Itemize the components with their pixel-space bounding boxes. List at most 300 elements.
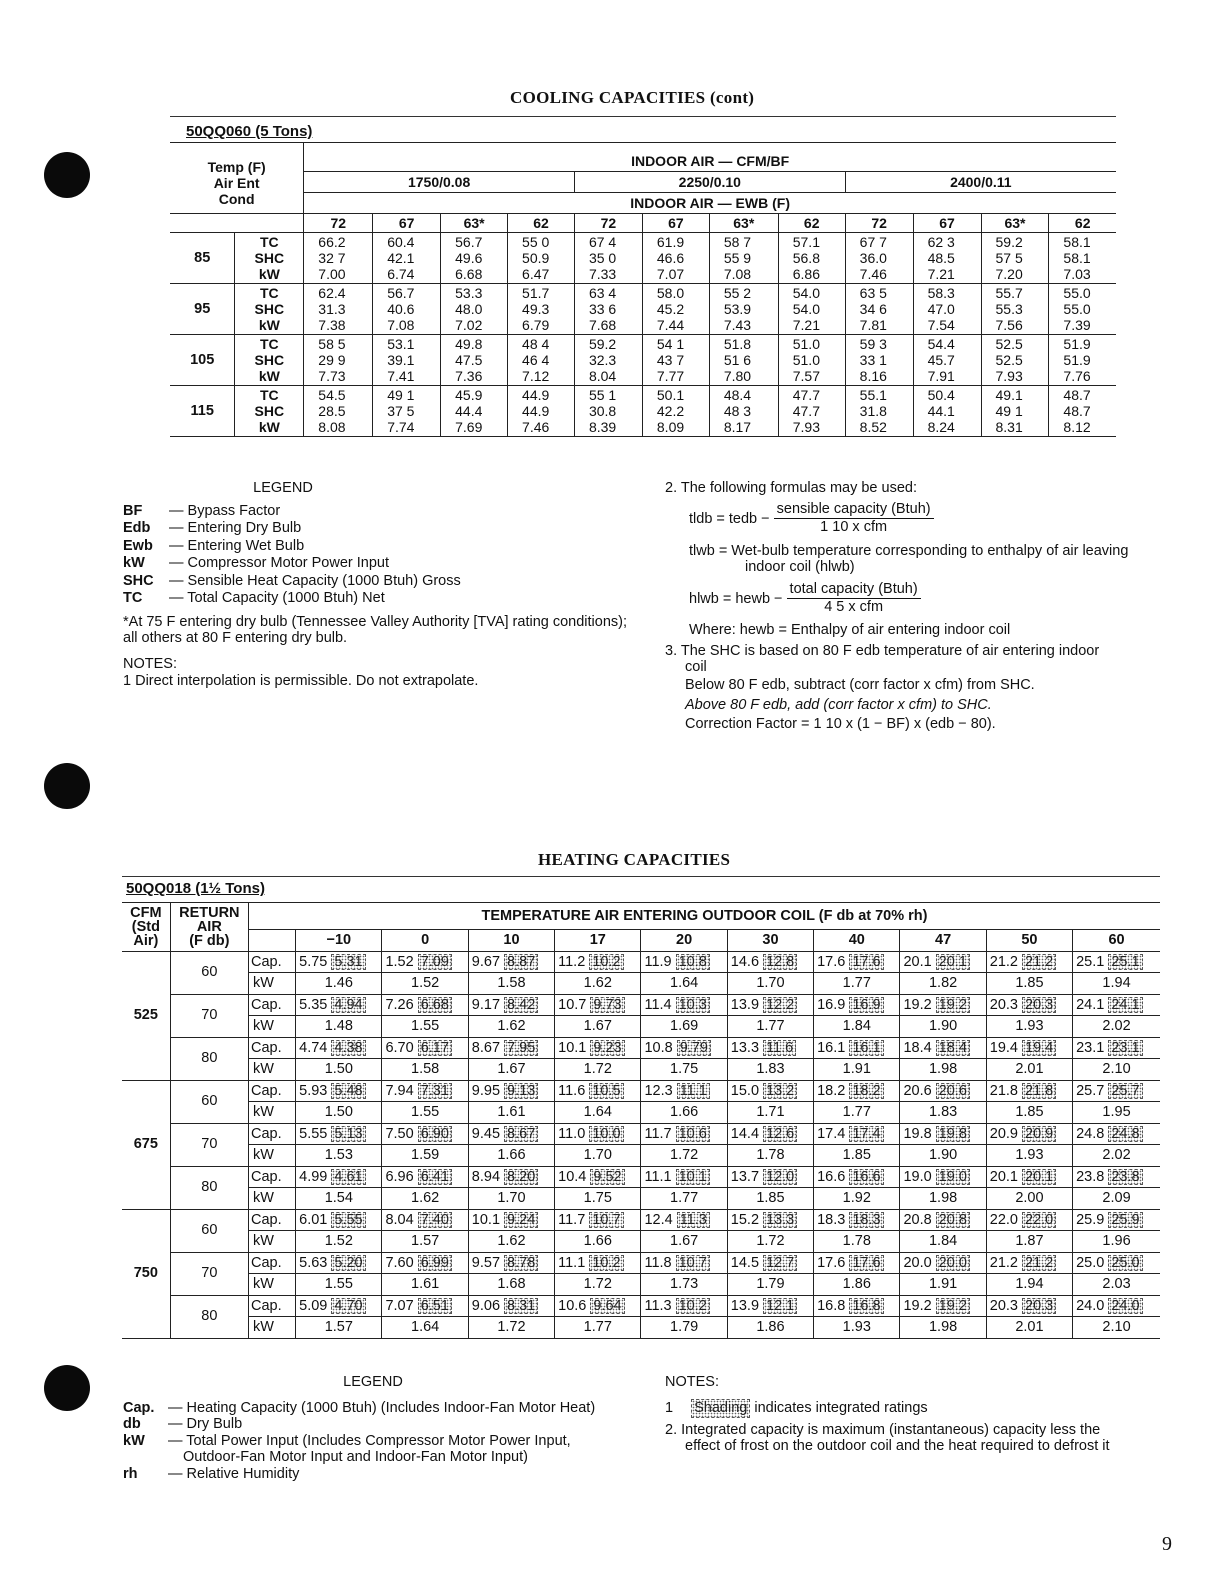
cap-cell <box>468 951 554 973</box>
max-capacity: 7.26 <box>385 996 414 1013</box>
kw-cell: 1.57 <box>382 1231 468 1253</box>
cap-cell <box>1073 994 1160 1016</box>
max-capacity: 9.06 <box>471 1297 501 1314</box>
kw-cell: 1.62 <box>555 973 641 995</box>
max-capacity: 20.3 <box>989 996 1018 1013</box>
max-capacity: 10.6 <box>558 1297 587 1314</box>
formula-2-line-2: indoor coil (hlwb) <box>745 558 855 575</box>
cooling-cell <box>304 386 373 437</box>
cooling-tc-value: 66.2 <box>318 234 346 250</box>
max-capacity: 11.7 <box>644 1125 672 1142</box>
max-capacity: 5.55 <box>299 1125 328 1142</box>
integrated-capacity: 9.23 <box>590 1040 624 1057</box>
integrated-capacity: 8.67 <box>504 1126 538 1143</box>
cooling-kw-value: 7.00 <box>318 266 346 282</box>
metric-label: kW <box>258 368 280 384</box>
integrated-capacity: 5.48 <box>331 1083 365 1100</box>
integrated-capacity: 6.51 <box>418 1298 452 1315</box>
integrated-capacity: 12.1 <box>763 1298 797 1315</box>
cooling-tc-value: 48.4 <box>723 387 752 403</box>
cap-cell <box>1073 1209 1160 1231</box>
integrated-capacity: 11.6 <box>763 1040 796 1057</box>
cooling-cell <box>373 386 441 437</box>
cooling-cell <box>642 284 709 335</box>
max-capacity: 14.5 <box>730 1254 760 1271</box>
cooling-tc-value: 58 5 <box>318 336 346 352</box>
cooling-kw-value: 7.77 <box>656 368 685 384</box>
cooling-tc-value: 54.4 <box>927 336 955 352</box>
return-air-value: 70 <box>170 994 248 1037</box>
kw-cell: 2.02 <box>1073 1145 1160 1167</box>
cooling-cell <box>1049 284 1116 335</box>
cooling-tc-value: 54 1 <box>656 336 685 352</box>
cooling-kw-value: 7.07 <box>656 266 685 282</box>
heating-kw-row <box>122 1317 1160 1339</box>
cooling-kw-value: 7.74 <box>387 419 415 435</box>
kw-cell: 2.10 <box>1073 1317 1160 1339</box>
kw-cell: 1.82 <box>900 973 986 995</box>
ewb-header: INDOOR AIR — EWB (F) <box>304 193 1116 214</box>
kw-cell: 1.70 <box>468 1188 554 1210</box>
kw-cell: 1.85 <box>814 1145 900 1167</box>
cap-cell <box>296 1123 382 1145</box>
cap-cell <box>555 1123 641 1145</box>
integrated-capacity: 6.90 <box>418 1126 452 1143</box>
outdoor-temp-row <box>122 930 1160 952</box>
kw-cell: 1.78 <box>814 1231 900 1253</box>
cap-cell <box>900 994 986 1016</box>
kw-label: kW <box>248 1317 295 1339</box>
cap-cell <box>296 951 382 973</box>
max-capacity: 16.1 <box>817 1039 846 1056</box>
kw-cell: 1.78 <box>727 1145 813 1167</box>
cooling-kw-value: 7.08 <box>723 266 752 282</box>
cooling-cell <box>1049 233 1116 284</box>
cap-cell <box>382 1166 468 1188</box>
cooling-tc-value: 51.0 <box>792 336 820 352</box>
max-capacity: 14.4 <box>730 1125 760 1142</box>
kw-label: kW <box>248 1231 295 1253</box>
heating-legend <box>123 1374 623 1482</box>
cooling-cell <box>574 386 642 437</box>
cooling-shc-value: 44.4 <box>455 403 483 419</box>
integrated-capacity: 25.0 <box>1108 1255 1142 1272</box>
cooling-cell <box>845 284 913 335</box>
cap-label: Cap. <box>248 994 295 1016</box>
cap-label: Cap. <box>248 1080 295 1102</box>
cap-cell <box>382 1209 468 1231</box>
max-capacity: 10.1 <box>471 1211 501 1228</box>
outdoor-temp-col: 17 <box>555 930 641 952</box>
heating-notes-title: NOTES: <box>665 1374 719 1390</box>
max-capacity: 12.3 <box>644 1082 673 1099</box>
cap-cell <box>382 1252 468 1274</box>
integrated-capacity: 9.64 <box>590 1298 624 1315</box>
cooling-kw-value: 8.24 <box>927 419 955 435</box>
max-capacity: 24.1 <box>1076 996 1105 1013</box>
return-air-value: 60 <box>170 1080 248 1123</box>
cooling-shc-value: 32.3 <box>588 352 617 368</box>
cap-cell <box>296 1080 382 1102</box>
max-capacity: 19.2 <box>903 1297 932 1314</box>
shading-sample: Shading <box>691 1399 750 1419</box>
return-air-header <box>170 903 248 952</box>
cooling-notes-title: NOTES: <box>123 655 177 672</box>
cap-cell <box>296 1252 382 1274</box>
max-capacity: 7.50 <box>385 1125 414 1142</box>
kw-label: kW <box>248 1016 295 1038</box>
cooling-tc-value: 51.7 <box>522 285 550 301</box>
max-capacity: 11.6 <box>558 1082 586 1099</box>
cfm-group-2: 2250/0.10 <box>574 172 845 193</box>
legend-def: — Dry Bulb <box>168 1416 243 1432</box>
cooling-tc-value: 58.1 <box>1063 234 1091 250</box>
cap-cell <box>900 1123 986 1145</box>
return-air-value: 80 <box>170 1166 248 1209</box>
cooling-cell <box>508 386 575 437</box>
cap-label: Cap. <box>248 951 295 973</box>
cooling-tc-value: 59 3 <box>859 336 887 352</box>
integrated-capacity: 7.31 <box>418 1083 452 1100</box>
outdoor-temp-header: TEMPERATURE AIR ENTERING OUTDOOR COIL (F db at 70% rh) <box>248 903 1160 930</box>
cap-cell <box>900 1252 986 1274</box>
cap-cell <box>641 951 727 973</box>
cap-cell <box>900 1080 986 1102</box>
formula-3-num: total capacity (Btuh) <box>787 581 921 600</box>
metric-label: TC <box>260 234 279 250</box>
kw-cell: 1.77 <box>814 973 900 995</box>
heating-rule <box>122 876 1160 877</box>
legend-abbr: BF <box>123 502 143 519</box>
max-capacity: 23.8 <box>1076 1168 1105 1185</box>
metric-labels <box>235 284 304 335</box>
cooling-shc-value: 55.3 <box>995 301 1023 317</box>
temp-header-line-3: Cond <box>218 191 255 207</box>
integrated-capacity: 11.3 <box>677 1212 710 1229</box>
cooling-row-group <box>170 233 1116 284</box>
integrated-capacity: 8.87 <box>504 954 538 971</box>
integrated-capacity: 16.9 <box>849 997 883 1014</box>
cap-cell <box>814 1037 900 1059</box>
integrated-capacity: 24.1 <box>1108 997 1142 1014</box>
cooling-cell <box>845 386 913 437</box>
cooling-tc-value: 59.2 <box>588 336 617 352</box>
cap-cell <box>814 1295 900 1317</box>
kw-label: kW <box>248 1274 295 1296</box>
cap-cell <box>555 1166 641 1188</box>
cooling-shc-value: 45.2 <box>656 301 685 317</box>
kw-cell: 1.93 <box>814 1317 900 1339</box>
return-air-value: 80 <box>170 1295 248 1338</box>
heating-legend-item <box>123 1433 623 1450</box>
max-capacity: 16.6 <box>817 1168 846 1185</box>
return-air-value: 60 <box>170 951 248 994</box>
integrated-capacity: 13.3 <box>763 1212 797 1229</box>
cap-cell <box>555 1037 641 1059</box>
cap-cell <box>900 1209 986 1231</box>
max-capacity: 13.7 <box>730 1168 760 1185</box>
heating-kw-row <box>122 1188 1160 1210</box>
outdoor-temp-col: 10 <box>468 930 554 952</box>
cooling-tc-value: 45.9 <box>455 387 483 403</box>
integrated-capacity: 10.1 <box>676 1169 710 1186</box>
cap-cell <box>382 994 468 1016</box>
integrated-capacity: 4.61 <box>331 1169 365 1186</box>
cooling-kw-value: 8.12 <box>1063 419 1091 435</box>
cooling-cell <box>574 335 642 386</box>
cooling-shc-value: 49.6 <box>455 250 483 266</box>
cooling-tc-value: 58 7 <box>723 234 752 250</box>
cap-cell <box>382 1295 468 1317</box>
formula-1-left: tldb = tedb − <box>689 510 770 527</box>
legend-abbr <box>123 1449 168 1466</box>
kw-cell: 1.91 <box>814 1059 900 1081</box>
kw-cell: 2.02 <box>1073 1016 1160 1038</box>
cooling-cell <box>574 233 642 284</box>
formula-2-line-1: tlwb = Wet-bulb temperature corresponding to enthalpy of air leaving <box>689 542 1129 559</box>
heating-legend-item <box>123 1466 623 1483</box>
kw-cell: 1.72 <box>555 1059 641 1081</box>
cooling-cell <box>778 386 845 437</box>
cap-cell <box>727 1080 813 1102</box>
kw-cell: 1.94 <box>986 1274 1072 1296</box>
cooling-shc-value: 46 4 <box>522 352 550 368</box>
cfm-value: 750 <box>122 1209 170 1338</box>
cap-cell <box>986 951 1072 973</box>
cooling-kw-value: 7.44 <box>656 317 685 333</box>
cap-cell <box>900 1166 986 1188</box>
metric-label: kW <box>258 266 280 282</box>
cap-cell <box>468 1209 554 1231</box>
ewb-col-11: 62 <box>1049 214 1116 233</box>
max-capacity: 12.4 <box>644 1211 673 1228</box>
kw-cell: 1.98 <box>900 1317 986 1339</box>
integrated-capacity: 10.0 <box>589 1126 623 1143</box>
legend-abbr: rh <box>123 1465 138 1482</box>
integrated-capacity: 20.8 <box>936 1212 970 1229</box>
kw-cell: 1.71 <box>727 1102 813 1124</box>
cooling-shc-value: 34 6 <box>859 301 887 317</box>
integrated-capacity: 25.9 <box>1108 1212 1142 1229</box>
cooling-cell <box>304 284 373 335</box>
cooling-kw-value: 7.20 <box>995 266 1023 282</box>
cooling-tc-value: 58.0 <box>656 285 685 301</box>
cooling-cell <box>845 335 913 386</box>
kw-cell: 1.85 <box>986 973 1072 995</box>
integrated-capacity: 23.8 <box>1108 1169 1142 1186</box>
max-capacity: 17.6 <box>817 953 846 970</box>
cooling-kw-value: 7.33 <box>588 266 617 282</box>
cooling-shc-value: 58.1 <box>1063 250 1091 266</box>
heating-cap-row <box>122 951 1160 973</box>
integrated-capacity: 10.7 <box>676 1255 710 1272</box>
max-capacity: 19.2 <box>903 996 932 1013</box>
integrated-capacity: 10.5 <box>589 1083 623 1100</box>
max-capacity: 20.1 <box>989 1168 1018 1185</box>
cooling-cell <box>642 335 709 386</box>
note-3-line-1: 3. The SHC is based on 80 F edb temperature of air entering indoor <box>665 643 1100 659</box>
cooling-shc-value: 28.5 <box>318 403 346 419</box>
cap-cell <box>555 1080 641 1102</box>
kw-cell: 1.66 <box>641 1102 727 1124</box>
kw-cell: 1.77 <box>555 1317 641 1339</box>
ewb-col-0: 72 <box>304 214 373 233</box>
max-capacity: 24.0 <box>1076 1297 1105 1314</box>
integrated-capacity: 17.4 <box>849 1126 883 1143</box>
max-capacity: 21.2 <box>989 1254 1018 1271</box>
cooling-kw-value: 7.03 <box>1063 266 1091 282</box>
kw-cell: 1.79 <box>641 1317 727 1339</box>
cooling-row-group <box>170 386 1116 437</box>
cap-cell <box>986 1166 1072 1188</box>
cooling-kw-value: 7.46 <box>522 419 550 435</box>
ewb-col-8: 72 <box>845 214 913 233</box>
max-capacity: 25.7 <box>1076 1082 1105 1099</box>
kw-cell: 1.68 <box>468 1274 554 1296</box>
cooling-cell <box>642 233 709 284</box>
cap-cell <box>382 1123 468 1145</box>
max-capacity: 6.01 <box>299 1211 328 1228</box>
legend-abbr: SHC <box>123 572 154 589</box>
cooling-row-group <box>170 284 1116 335</box>
integrated-capacity: 22.0 <box>1022 1212 1056 1229</box>
cond-temp: 85 <box>170 233 235 284</box>
kw-cell: 1.77 <box>727 1016 813 1038</box>
max-capacity: 20.9 <box>989 1125 1018 1142</box>
correction-factor: Correction Factor = 1 10 x (1 − BF) x (edb − 80). <box>685 716 996 732</box>
integrated-capacity: 17.6 <box>849 954 883 971</box>
cooling-kw-value: 7.54 <box>927 317 955 333</box>
kw-cell: 1.86 <box>814 1274 900 1296</box>
kw-cell: 1.72 <box>555 1274 641 1296</box>
outdoor-temp-col: 30 <box>727 930 813 952</box>
outdoor-temp-col: 60 <box>1073 930 1160 952</box>
metric-label: SHC <box>254 403 285 419</box>
ewb-column-row <box>170 214 1116 233</box>
cap-cell <box>986 994 1072 1016</box>
heating-kw-row <box>122 1274 1160 1296</box>
cooling-cell <box>778 335 845 386</box>
kw-cell: 1.67 <box>468 1059 554 1081</box>
integrated-capacity: 6.41 <box>418 1169 452 1186</box>
kw-cell: 2.00 <box>986 1188 1072 1210</box>
kw-cell: 1.77 <box>814 1102 900 1124</box>
cooling-kw-value: 7.21 <box>792 317 820 333</box>
max-capacity: 8.67 <box>471 1039 501 1056</box>
cfm-header-line-3: Air) <box>133 932 159 949</box>
kw-label: kW <box>248 1188 295 1210</box>
integrated-capacity: 6.17 <box>418 1040 452 1057</box>
integrated-capacity: 10.2 <box>589 954 623 971</box>
integrated-capacity: 9.52 <box>590 1169 624 1186</box>
cooling-kw-value: 7.81 <box>859 317 887 333</box>
formula-1-num: sensible capacity (Btuh) <box>774 501 934 520</box>
note-3 <box>665 643 1165 675</box>
cooling-shc-value: 44.9 <box>522 403 550 419</box>
kw-cell: 2.01 <box>986 1317 1072 1339</box>
cooling-shc-value: 47.5 <box>455 352 483 368</box>
legend-def: — Bypass Factor <box>169 502 281 519</box>
heating-note-2 <box>665 1423 1165 1454</box>
legend-def: — Relative Humidity <box>168 1465 300 1482</box>
cap-cell <box>641 994 727 1016</box>
kw-cell: 1.52 <box>382 973 468 995</box>
max-capacity: 9.67 <box>471 953 501 970</box>
kw-cell: 1.94 <box>1073 973 1160 995</box>
return-air-value: 70 <box>170 1123 248 1166</box>
heating-cap-row <box>122 1252 1160 1274</box>
cooling-kw-value: 8.08 <box>318 419 346 435</box>
cooling-shc-value: 53.9 <box>723 301 752 317</box>
max-capacity: 18.4 <box>903 1039 932 1056</box>
heating-note-2-line-1: 2. Integrated capacity is maximum (instantaneous) capacity less the <box>665 1422 1101 1438</box>
kw-cell: 1.67 <box>555 1016 641 1038</box>
cooling-cell <box>441 233 508 284</box>
max-capacity: 13.9 <box>730 996 760 1013</box>
max-capacity: 15.0 <box>730 1082 760 1099</box>
cooling-shc-value: 42.1 <box>387 250 415 266</box>
metric-labels <box>235 386 304 437</box>
integrated-capacity: 20.0 <box>936 1255 970 1272</box>
formula-1-frac <box>774 501 934 537</box>
cap-cell <box>900 1295 986 1317</box>
cooling-cell <box>304 335 373 386</box>
max-capacity: 5.63 <box>299 1254 328 1271</box>
above-note: Above 80 F edb, add (corr factor x cfm) to SHC. <box>685 696 992 713</box>
cooling-tc-value: 55.7 <box>995 285 1023 301</box>
cooling-tc-value: 48.7 <box>1063 387 1091 403</box>
indoor-air-header: INDOOR AIR — CFM/BF <box>304 143 1116 172</box>
cap-cell <box>814 1166 900 1188</box>
heating-kw-row <box>122 1016 1160 1038</box>
cooling-tc-value: 54.0 <box>792 285 820 301</box>
integrated-capacity: 10.2 <box>676 1298 710 1315</box>
cooling-kw-value: 7.57 <box>792 368 820 384</box>
cfm-header-line-1: CFM <box>130 904 162 921</box>
max-capacity: 11.1 <box>644 1168 672 1185</box>
integrated-capacity: 12.8 <box>763 954 797 971</box>
cooling-legend-item <box>123 555 633 573</box>
max-capacity: 13.9 <box>730 1297 760 1314</box>
integrated-capacity: 6.68 <box>418 997 452 1014</box>
cooling-shc-value: 39.1 <box>387 352 415 368</box>
cooling-kw-value: 7.36 <box>455 368 483 384</box>
integrated-capacity: 21.8 <box>1022 1083 1056 1100</box>
cooling-cell <box>778 284 845 335</box>
cooling-kw-value: 8.52 <box>859 419 887 435</box>
kw-cell: 1.75 <box>641 1059 727 1081</box>
cooling-tc-value: 55 1 <box>588 387 617 403</box>
cap-label: Cap. <box>248 1123 295 1145</box>
cap-cell <box>468 1252 554 1274</box>
cooling-kw-value: 6.74 <box>387 266 415 282</box>
cap-cell <box>1073 1123 1160 1145</box>
max-capacity: 5.35 <box>299 996 328 1013</box>
cooling-kw-value: 8.16 <box>859 368 887 384</box>
cooling-tc-value: 59.2 <box>995 234 1023 250</box>
max-capacity: 9.45 <box>471 1125 501 1142</box>
cap-cell <box>1073 1080 1160 1102</box>
max-capacity: 11.2 <box>558 953 586 970</box>
cooling-kw-value: 7.93 <box>792 419 820 435</box>
cap-label: Cap. <box>248 1209 295 1231</box>
kw-cell: 1.90 <box>900 1016 986 1038</box>
cap-label: Cap. <box>248 1252 295 1274</box>
kw-cell: 1.53 <box>296 1145 382 1167</box>
integrated-capacity: 7.40 <box>418 1212 452 1229</box>
kw-cell: 1.73 <box>641 1274 727 1296</box>
heating-legend-item <box>123 1400 623 1417</box>
